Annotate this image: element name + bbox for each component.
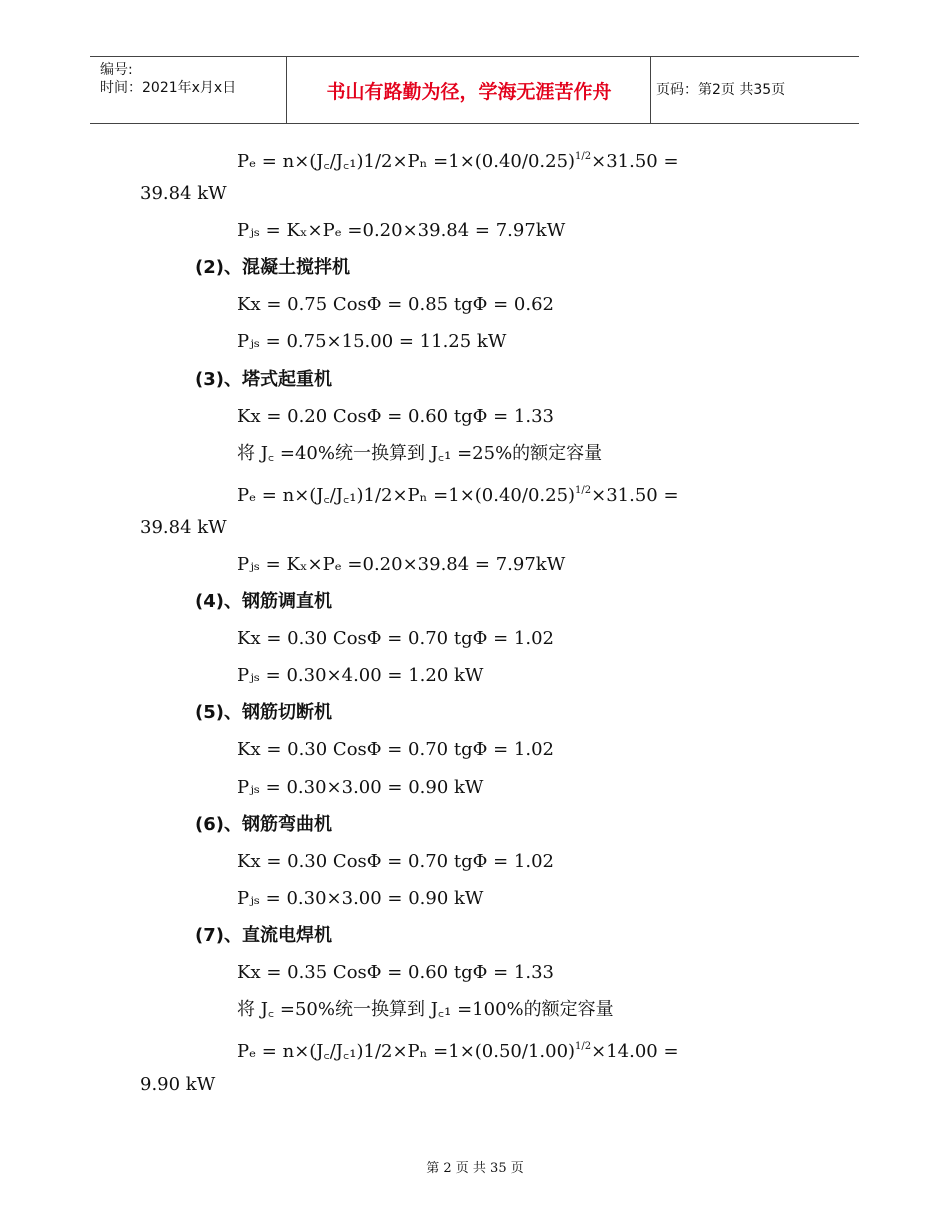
number-label: 编号: bbox=[100, 62, 133, 78]
page-footer: 第 2 页 共 35 页 bbox=[426, 1161, 524, 1176]
header-divider bbox=[650, 57, 651, 123]
formula-line: 39.84 kW bbox=[140, 183, 227, 204]
formula-line: Kx = 0.30 CosΦ = 0.70 tgΦ = 1.02 bbox=[237, 628, 554, 649]
page-header bbox=[90, 56, 859, 124]
formula-line: Kx = 0.20 CosΦ = 0.60 tgΦ = 1.33 bbox=[237, 406, 554, 427]
formula-line: Pₑ = n×(J꜀/J꜀₁)1/2×Pₙ $=1\times(0.40/0.25)^{1/2}\times 31.50$ = bbox=[237, 485, 679, 506]
section-heading: (6)、钢筋弯曲机 bbox=[195, 814, 332, 835]
formula-line: Pⱼₛ = 0.75×15.00 = 11.25 kW bbox=[237, 331, 507, 352]
formula-line: Kx = 0.30 CosΦ = 0.70 tgΦ = 1.02 bbox=[237, 739, 554, 760]
formula-line: 将 J꜀ =50%统一换算到 J꜀₁ =100%的额定容量 bbox=[237, 999, 614, 1020]
formula-line: Pₑ = n×(J꜀/J꜀₁)1/2×Pₙ $=1\times(0.50/1.00)^{1/2}\times 14.00$ = bbox=[237, 1041, 679, 1062]
formula-line: Pⱼₛ = 0.30×3.00 = 0.90 kW bbox=[237, 888, 484, 909]
formula-line: Pⱼₛ = 0.30×3.00 = 0.90 kW bbox=[237, 777, 484, 798]
header-motto: 书山有路勤为径，学海无涯苦作舟 bbox=[326, 81, 612, 103]
header-meta bbox=[100, 61, 236, 97]
header-page-info: 页码：第2页 共35页 bbox=[656, 82, 786, 98]
formula-line: 将 J꜀ =40%统一换算到 J꜀₁ =25%的额定容量 bbox=[237, 443, 603, 464]
header-divider bbox=[286, 57, 287, 123]
formula-line: 9.90 kW bbox=[140, 1074, 216, 1095]
formula-line: Kx = 0.35 CosΦ = 0.60 tgΦ = 1.33 bbox=[237, 962, 554, 983]
formula-line: Pⱼₛ = Kₓ×Pₑ =0.20×39.84 = 7.97kW bbox=[237, 554, 566, 575]
section-heading: (5)、钢筋切断机 bbox=[195, 702, 332, 723]
formula-line: Pⱼₛ = 0.30×4.00 = 1.20 kW bbox=[237, 665, 484, 686]
formula-line: Kx = 0.75 CosΦ = 0.85 tgΦ = 0.62 bbox=[237, 294, 554, 315]
formula-line: Pⱼₛ = Kₓ×Pₑ =0.20×39.84 = 7.97kW bbox=[237, 220, 566, 241]
section-heading: (7)、直流电焊机 bbox=[195, 925, 332, 946]
formula-line: Pₑ = n×(J꜀/J꜀₁)1/2×Pₙ $=1\times(0.40/0.25)^{1/2}\times 31.50$ = bbox=[237, 151, 679, 172]
section-heading: (3)、塔式起重机 bbox=[195, 369, 332, 390]
formula-line: 39.84 kW bbox=[140, 517, 227, 538]
section-heading: (4)、钢筋调直机 bbox=[195, 591, 332, 612]
formula-line: Kx = 0.30 CosΦ = 0.70 tgΦ = 1.02 bbox=[237, 851, 554, 872]
time-label: 时间：2021年x月x日 bbox=[100, 80, 237, 96]
section-heading: (2)、混凝土搅拌机 bbox=[195, 257, 350, 278]
